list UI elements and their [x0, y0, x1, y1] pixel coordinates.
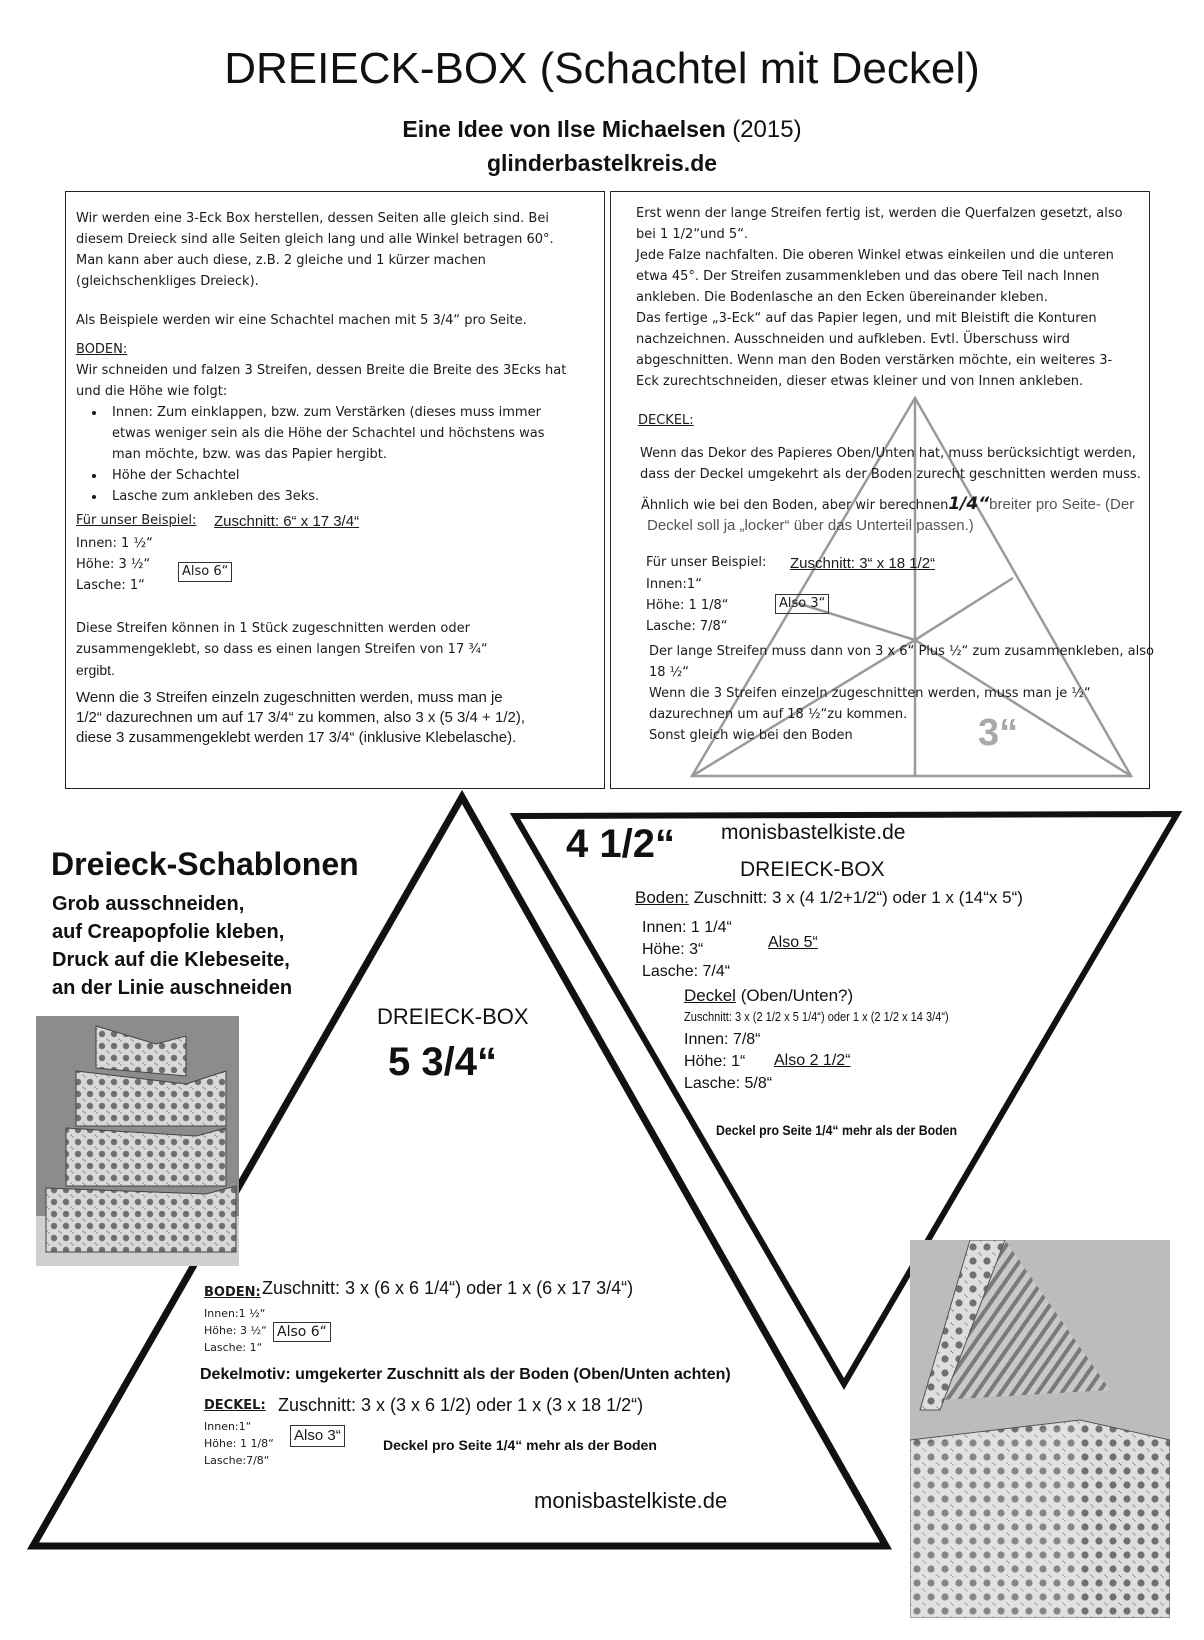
large-site-label: monisbastelkiste.de: [534, 1488, 728, 1513]
large-deckel-heading: DECKEL:: [204, 1398, 266, 1413]
right-intro-text: Erst wenn der lange Streifen fertig ist, werden die Querfalzen gesetzt, also bei 1 1/2“und 5“. Jede Falze nachfalten. Die oberen Winkel etwas einkeilen und die unteren etwa 45°. Der Streifen zusammenkleben und das obere Teil nach Innen ankleben. Die Bodenlasche an den Ecken übereinander kleben. Das fertige „3-Eck“ auf das Papier legen, und mit Bleistift die Konturen nachzeichnen. Ausschneiden und aufkleben. Evtl. Überschuss wird abgeschnitten. Wenn man den Boden verstärken möchte, ein weiteres 3- Eck zurechtschneiden, dieser etwas kleiner und von Innen ankleben.: [636, 206, 1123, 389]
large-deckel-zuschnitt: Zuschnitt: 3 x (3 x 6 1/2) oder 1 x (3 x 18 1/2“): [278, 1395, 644, 1415]
deckel-heading: DECKEL:: [638, 413, 694, 428]
list-item: • Lasche zum ankleben des 3eks.: [106, 486, 545, 507]
stacked-boxes-photo: [36, 1016, 239, 1266]
large-box-label: DREIECK-BOX: [377, 1004, 529, 1029]
example-text: Als Beispiele werden wir eine Schachtel machen mit 5 3/4“ pro Seite.: [76, 313, 527, 328]
large-deckel-measures: Innen:1“ Höhe: 1 1/8“ Lasche:7/8“: [204, 1420, 274, 1467]
author-name: Eine Idee von Ilse Michaelsen: [402, 116, 726, 142]
list-item: • Höhe der Schachtel: [106, 465, 545, 486]
templates-instructions: Grob ausschneiden, auf Creapopfolie kleben, Druck auf die Klebeseite, an der Linie auschneiden: [52, 893, 293, 999]
year: (2015): [732, 116, 802, 143]
overlay-size-label: 3“: [978, 712, 1019, 754]
deckel-calc-text-2: Deckel soll ja „locker“ über das Unterteil passen.): [647, 517, 974, 534]
small-deckel-measures: Innen: 7/8“ Höhe: 1“ Lasche: 5/8“: [684, 1031, 773, 1092]
large-deckel-note: Deckel pro Seite 1/4“ mehr als der Boden: [383, 1437, 657, 1453]
small-site-label: monisbastelkiste.de: [721, 821, 906, 844]
templates-heading: Dreieck-Schablonen: [51, 846, 359, 882]
large-size-label: 5 3/4“: [388, 1040, 497, 1084]
measure-list: Innen: 1 ½“ Höhe: 3 ½“ Lasche: 1“: [76, 536, 153, 593]
large-boden-measures: Innen:1 ½“ Höhe: 3 ½“ Lasche: 1“: [204, 1307, 267, 1354]
deckel-zuschnitt: Zuschnitt: 3“ x 18 1/2“: [790, 555, 936, 572]
large-deckel-also: Also 3“: [290, 1425, 345, 1447]
small-deckel-note: Deckel pro Seite 1/4“ mehr als der Boden: [716, 1122, 958, 1138]
deckel-long-text: Der lange Streifen muss dann von 3 x 6“ Plus ½“ zum zusammenkleben, also 18 ½“ Wenn die 3 Streifen einzeln zugeschnitten werden, muss man je ½“ dazurechnen um auf 18 ½“zu kommen. Sonst gleich wie bei den Boden: [649, 644, 1154, 743]
boden-text: Wir schneiden und falzen 3 Streifen, dessen Breite die Breite des 3Ecks hat und die Höhe wie folgt:: [76, 363, 567, 399]
large-boden-also: Also 6“: [273, 1322, 331, 1342]
deckel-text: Wenn das Dekor des Papieres Oben/Unten hat, muss berücksichtigt werden, dass der Deckel umgekehrt als der Boden zurecht geschnitten werden muss.: [640, 446, 1141, 482]
intro-text: Wir werden eine 3-Eck Box herstellen, dessen Seiten alle gleich sind. Bei diesem Dreieck sind alle Seiten gleich lang und alle Winkel betragen 60°. Man kann aber auch diese, z.B. 2 gleiche und 1 kürzer machen (gleichschenkliges Dreieck).: [76, 211, 554, 289]
small-box-label: DREIECK-BOX: [740, 858, 885, 881]
deckel-beispiel-label: Für unser Beispiel:: [646, 555, 767, 570]
also-box: Also 6“: [178, 562, 232, 582]
large-boden-zuschnitt: Zuschnitt: 3 x (6 x 6 1/4“) oder 1 x (6 x 17 3/4“): [262, 1278, 634, 1298]
small-boden-also: Also 5“: [768, 934, 818, 951]
list-item: • Innen: Zum einklappen, bzw. zum Verstärken (dieses muss immer etwas weniger sein als die Höhe der Schachtel und höchstens was man möchte, bzw. was das Papier hergibt.: [106, 402, 545, 465]
small-size-label: 4 1/2“: [566, 822, 675, 866]
deckel-measure-list: Innen:1“ Höhe: 1 1/8“ Lasche: 7/8“: [646, 577, 729, 634]
deckel-calc-text: Ähnlich wie bei den Boden, aber wir berechnen1/4“breiter pro Seite- (Der: [641, 494, 1135, 514]
small-boden-measures: Innen: 1 1/4“ Höhe: 3“ Lasche: 7/4“: [642, 919, 732, 980]
streifen-text: Diese Streifen können in 1 Stück zugeschnitten werden oder zusammengeklebt, so dass es einen langen Streifen von 17 ¾“ ergibt.: [76, 621, 488, 678]
small-deckel-line: Deckel (Oben/Unten?): [684, 986, 854, 1005]
small-deckel-zuschnitt: Zuschnitt: 3 x (2 1/2 x 5 1/4“) oder 1 x (2 1/2 x 14 3/4“): [684, 1009, 949, 1024]
triangle-box-photo: [910, 1240, 1170, 1618]
small-boden-line: Boden: Zuschnitt: 3 x (4 1/2+1/2“) oder 1 x (14“x 5“): [635, 888, 1023, 907]
boden-bullet-list: [76, 402, 545, 507]
large-motiv-note: Dekelmotiv: umgekerter Zuschnitt als der Boden (Oben/Unten achten): [200, 1366, 731, 1383]
einzeln-text: Wenn die 3 Streifen einzeln zugeschnitten werden, muss man je 1/2“ dazurechnen um auf 17 3/4“ zu kommen, also 3 x (5 3/4 + 1/2), diese 3 zusammengeklebt werden 17 3/4“ (inklusive Klebelasche).: [76, 689, 525, 746]
source-site: glinderbastelkreis.de: [486, 150, 718, 176]
beispiel-label: Für unser Beispiel:: [76, 513, 197, 528]
large-boden-heading: BODEN:: [204, 1285, 261, 1300]
page-title: DREIECK-BOX (Schachtel mit Deckel): [224, 44, 980, 93]
small-deckel-also: Also 2 1/2“: [774, 1052, 851, 1069]
zuschnitt-value: Zuschnitt: 6“ x 17 3/4“: [214, 513, 360, 530]
deckel-also-box: Also 3“: [775, 594, 829, 614]
boden-heading: BODEN:: [76, 342, 128, 357]
